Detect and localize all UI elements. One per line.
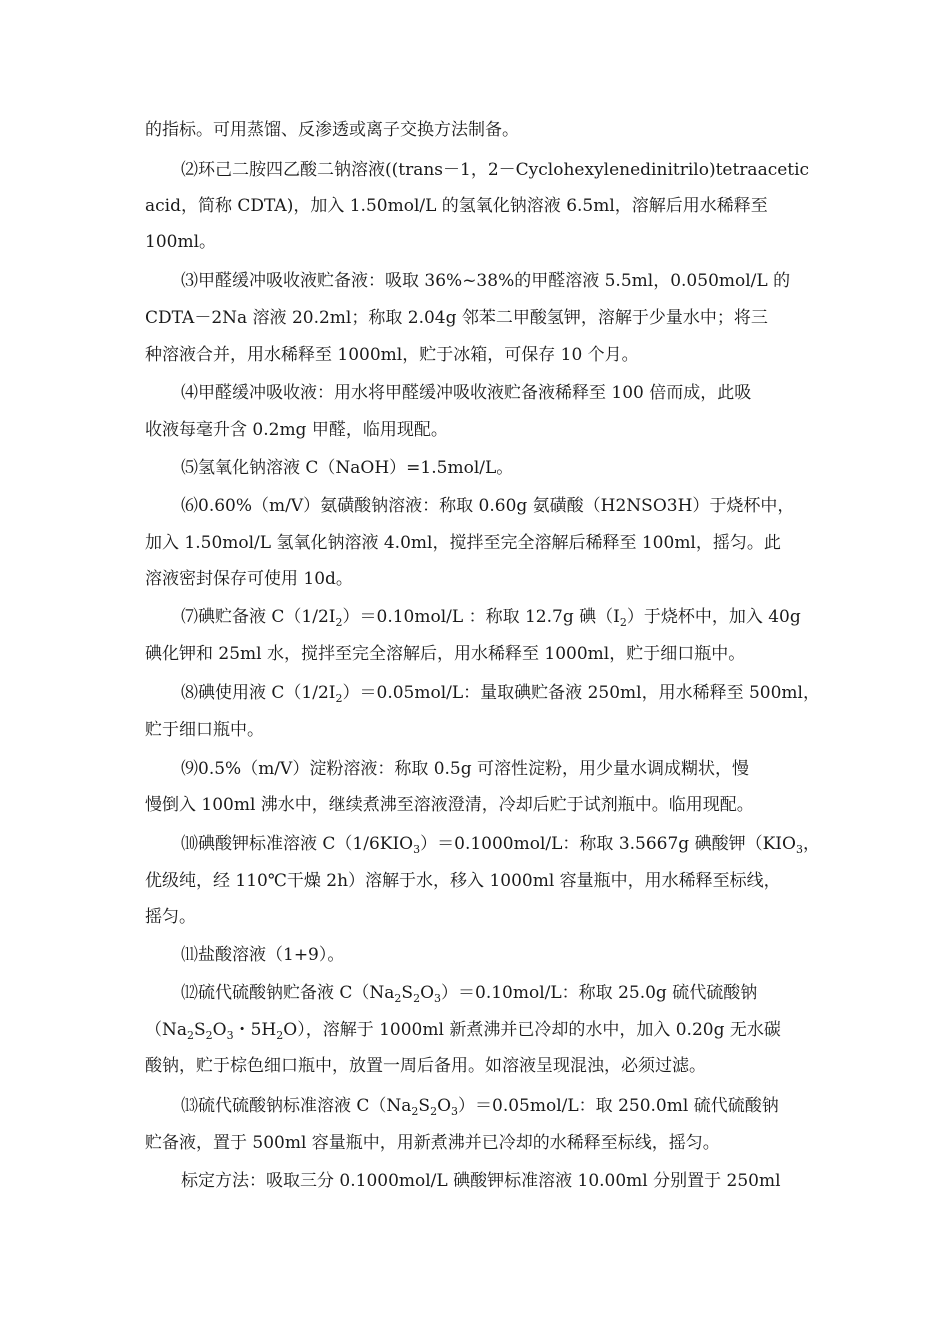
text-line [0,943,950,967]
subscript: 2 [205,1029,213,1042]
text-segment: ）＝0.10mol/L：称取 25.0g 硫代硫酸钠 [441,983,758,1003]
text-line [0,343,950,367]
text-segment: ， [802,834,820,854]
text-segment: 酸钠，贮于棕色细口瓶中，放置一周后备用。如溶液呈现混浊，必须过滤。 [145,1056,706,1076]
text-line [0,230,950,254]
text-segment: ⒀硫代硫酸钠标准溶液 C（Na [181,1096,412,1116]
subscript: 2 [430,1105,438,1118]
text-segment: 贮于细口瓶中。 [145,720,264,740]
subscript: 2 [187,1029,195,1042]
text-line [0,832,950,856]
text-segment: O [212,1020,227,1040]
text-line [0,757,950,781]
text-line [0,1169,950,1193]
text-segment: ⑻碘使用液 C（1/2I [181,683,336,703]
text-segment: ）＝0.05mol/L：取 250.0ml 硫代硫酸钠 [458,1096,779,1116]
subscript: 3 [226,1029,234,1042]
text-segment: 溶液密封保存可使用 10d。 [145,569,353,589]
subscript: 2 [335,616,343,629]
text-segment: ⑺碘贮备液 C（1/2I [181,607,336,627]
text-line [0,1054,950,1078]
text-segment: 收液每毫升含 0.2mg 甲醛，临用现配。 [145,420,448,440]
subscript: 2 [413,992,421,1005]
subscript: 2 [394,992,402,1005]
text-segment: acid，简称 CDTA)，加入 1.50mol/L 的氢氧化钠溶液 6.5ml，溶解后用水稀释至 [145,196,768,216]
text-line [0,718,950,742]
text-segment: O [437,1096,452,1116]
text-segment: （Na [145,1020,188,1040]
subscript: 2 [619,616,627,629]
text-segment: O），溶解于 1000ml 新煮沸并已冷却的水中，加入 0.20g 无水碳 [283,1020,781,1040]
text-line [0,418,950,442]
text-segment: ⑿硫代硫酸钠贮备液 C（Na [181,983,395,1003]
text-segment: ・5H [233,1020,277,1040]
text-segment: 种溶液合并，用水稀释至 1000ml，贮于冰箱，可保存 10 个月。 [145,345,639,365]
text-line [0,1018,950,1042]
text-line [0,869,950,893]
text-segment: ⑹0.60%（m/V）氨磺酸钠溶液：称取 0.60g 氨磺酸（H2NSO3H）于烧杯中， [181,496,795,516]
text-segment: 碘化钾和 25ml 水，搅拌至完全溶解后，用水稀释至 1000ml，贮于细口瓶中。 [145,644,746,664]
text-segment: 加入 1.50mol/L 氢氧化钠溶液 4.0ml，搅拌至完全溶解后稀释至 100ml，摇匀。此 [145,533,781,553]
text-segment: ）＝0.10mol/L ：称取 12.7g 碘（I [342,607,620,627]
subscript: 3 [795,843,803,856]
subscript: 2 [411,1105,419,1118]
text-segment: ⑵环己二胺四乙酸二钠溶液((trans－1，2－Cyclohexylenedinitrilo)tetraacetic [181,160,810,180]
text-segment: ⑸氢氧化钠溶液 C（NaOH）=1.5mol/L。 [181,458,514,478]
text-segment: ⑶甲醛缓冲吸收液贮备液：吸取 36%~38%的甲醛溶液 5.5ml，0.050mol/L 的 [181,271,791,291]
text-line [0,531,950,555]
text-line [0,494,950,518]
text-line [0,567,950,591]
text-line [0,194,950,218]
text-segment: ）于烧杯中，加入 40g [626,607,801,627]
text-line [0,456,950,480]
text-segment: ⑾盐酸溶液（1+9）。 [181,945,345,965]
text-segment: CDTA－2Na 溶液 20.2ml；称取 2.04g 邻苯二甲酸氢钾，溶解于少量水中；将三 [145,308,768,328]
text-segment: S [418,1096,431,1116]
subscript: 2 [335,692,343,705]
text-segment: 贮备液，置于 500ml 容量瓶中，用新煮沸并已冷却的水稀释至标线，摇匀。 [145,1133,720,1153]
text-segment: 100ml。 [145,232,217,252]
text-segment: 摇匀。 [145,907,196,927]
text-line [0,158,950,182]
subscript: 3 [451,1105,459,1118]
text-line [0,793,950,817]
text-segment: ⑷甲醛缓冲吸收液：用水将甲醛缓冲吸收液贮备液稀释至 100 倍而成，此吸 [181,383,752,403]
text-line [0,1094,950,1118]
text-line [0,905,950,929]
text-segment: ）＝0.05mol/L：量取碘贮备液 250ml，用水稀释至 500ml， [342,683,820,703]
subscript: 2 [276,1029,284,1042]
text-line [0,118,950,142]
text-line [0,605,950,629]
text-line [0,1131,950,1155]
text-segment: O [420,983,435,1003]
text-segment: 慢倒入 100ml 沸水中，继续煮沸至溶液澄清，冷却后贮于试剂瓶中。临用现配。 [145,795,754,815]
text-segment: 标定方法：吸取三分 0.1000mol/L 碘酸钾标准溶液 10.00ml 分别置于 250ml [181,1171,781,1191]
text-segment: 优级纯，经 110℃干燥 2h）溶解于水，移入 1000ml 容量瓶中，用水稀释至标线， [145,871,781,891]
subscript: 3 [413,843,421,856]
text-line [0,269,950,293]
text-line [0,981,950,1005]
text-line [0,381,950,405]
text-segment: ）＝0.1000mol/L：称取 3.5667g 碘酸钾（KIO [420,834,796,854]
text-segment: ⑽碘酸钾标准溶液 C（1/6KIO [181,834,414,854]
subscript: 3 [434,992,442,1005]
text-line [0,642,950,666]
text-segment: ⑼0.5%（m/V）淀粉溶液：称取 0.5g 可溶性淀粉，用少量水调成糊状，慢 [181,759,750,779]
text-segment: S [401,983,414,1003]
text-line [0,306,950,330]
text-line [0,681,950,705]
text-segment: 的指标。可用蒸馏、反渗透或离子交换方法制备。 [145,120,519,140]
text-segment: S [194,1020,206,1040]
